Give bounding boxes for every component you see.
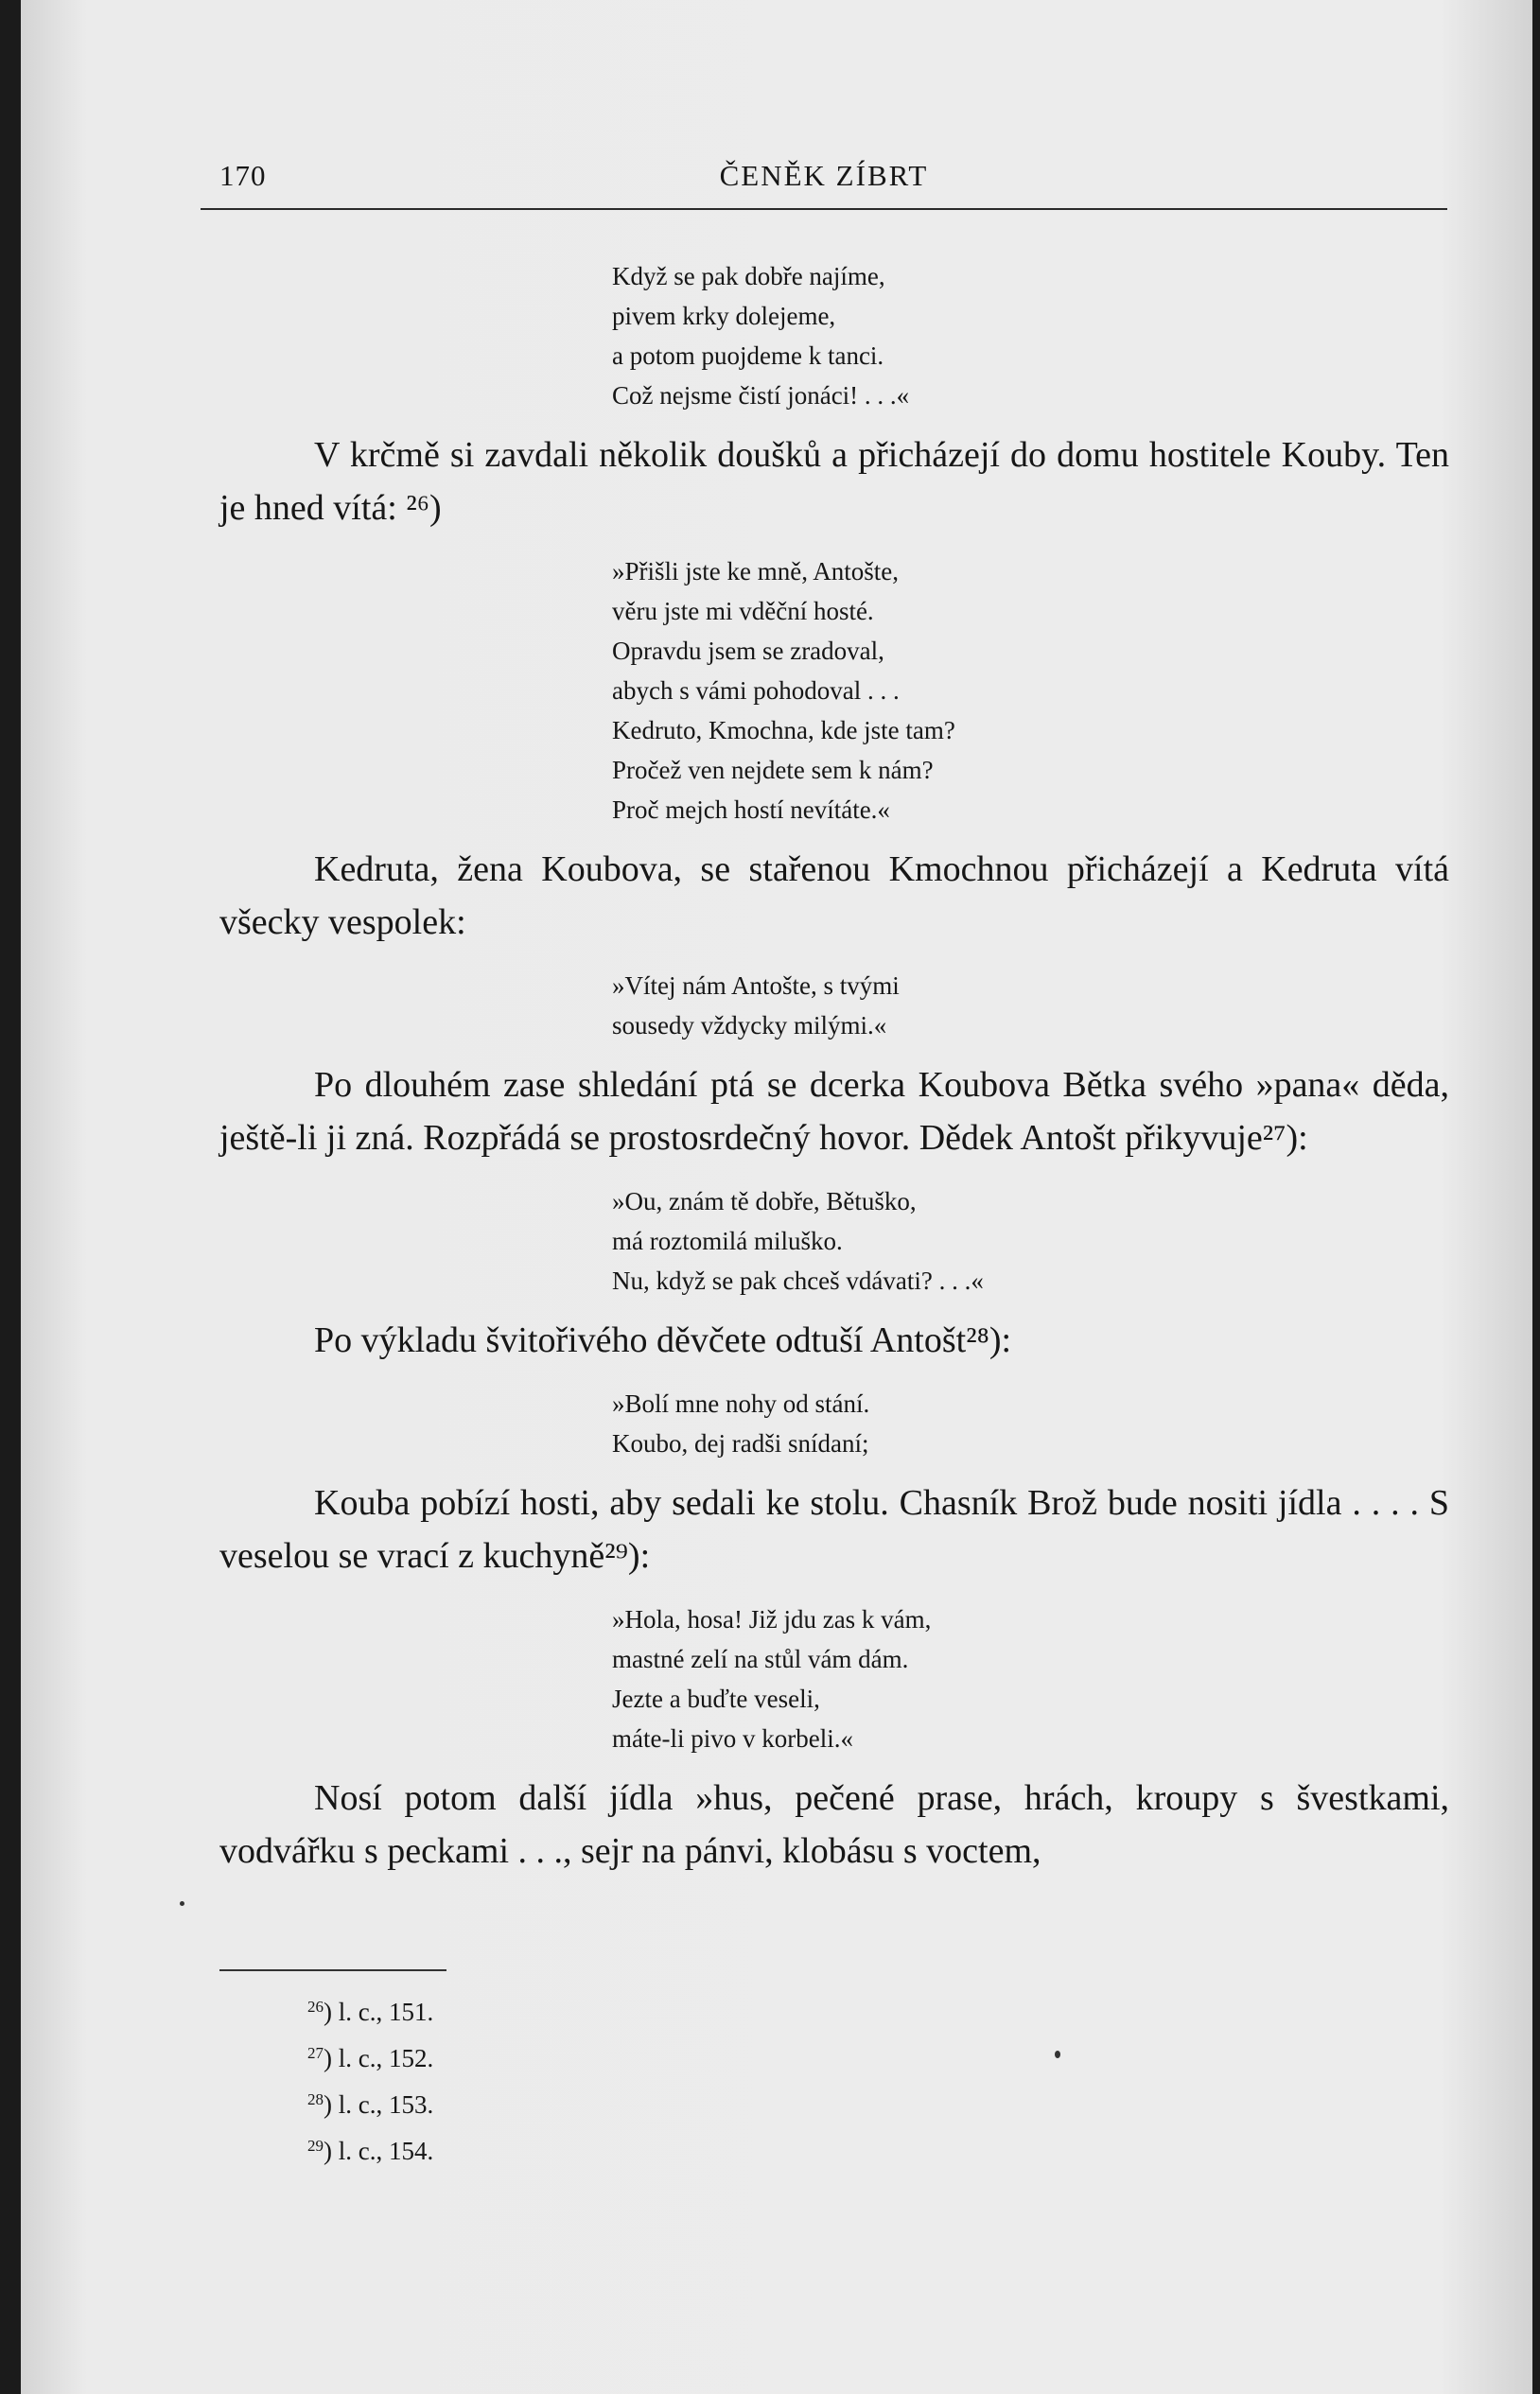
verse-line: a potom puojdeme k tanci.	[612, 341, 884, 370]
footnotes	[307, 1986, 433, 2172]
print-speck	[1055, 2051, 1060, 2058]
page-body	[219, 251, 1449, 1895]
verse-line: »Přišli jste ke mně, Antošte,	[612, 557, 899, 585]
header-rule	[201, 208, 1447, 210]
verse-line: Když se pak dobře najíme,	[612, 262, 885, 290]
print-speck	[180, 1901, 184, 1906]
footnote-number: 29	[307, 2137, 324, 2155]
verse-line: Pročež ven nejdete sem k nám?	[612, 756, 934, 784]
body-paragraph: Kedruta, žena Koubova, se stařenou Kmochnou přicházejí a Kedruta vítá všecky vespolek:	[219, 849, 1449, 942]
verse-line: Což nejsme čistí jonáci! . . .«	[612, 381, 910, 410]
verse-line: pivem krky dolejeme,	[612, 302, 836, 330]
verse-block	[612, 1384, 1449, 1463]
verse-line: má roztomilá miluško.	[612, 1227, 843, 1255]
running-head: ČENĚK ZÍBRT	[719, 159, 929, 192]
verse-line: Koubo, dej radši snídaní;	[612, 1429, 869, 1458]
verse-line: věru jste mi vděční hosté.	[612, 597, 874, 625]
verse-line: »Ou, znám tě dobře, Bětuško,	[612, 1187, 917, 1215]
footnote-text: ) l. c., 151.	[324, 1998, 434, 2026]
footnote-number: 28	[307, 2090, 324, 2108]
body-paragraph: Kouba pobízí hosti, aby sedali ke stolu. Chasník Brož bude nositi jídla . . . . S veselou se vrací z kuchyně²⁹):	[219, 1483, 1449, 1576]
page-number: 170	[219, 159, 267, 192]
verse-line: mastné zelí na stůl vám dám.	[612, 1645, 909, 1673]
footnote-number: 27	[307, 2044, 324, 2062]
page-header	[201, 159, 1447, 208]
verse-line: »Hola, hosa! Již jdu zas k vám,	[612, 1605, 932, 1634]
verse-block	[612, 1599, 1449, 1758]
body-paragraph: V krčmě si zavdali několik doušků a přicházejí do domu hostitele Kouby. Ten je hned vítá: ²⁶)	[219, 435, 1449, 528]
verse-line: Nu, když se pak chceš vdávati? . . .«	[612, 1267, 984, 1295]
verse-line: Kedruto, Kmochna, kde jste tam?	[612, 716, 955, 744]
footnote	[307, 1986, 433, 2033]
verse-line: »Vítej nám Antošte, s tvými	[612, 971, 900, 1000]
footnote	[307, 2033, 433, 2079]
verse-line: Proč mejch hostí nevítáte.«	[612, 795, 890, 824]
body-paragraph: Po výkladu švitořivého děvčete odtuší Antošt²⁸):	[314, 1320, 1012, 1360]
verse-line: sousedy vždycky milými.«	[612, 1011, 887, 1040]
footnote-text: ) l. c., 154.	[324, 2137, 434, 2165]
verse-line: Jezte a buďte veseli,	[612, 1685, 820, 1713]
verse-block	[612, 966, 1449, 1045]
verse-block	[612, 1181, 1449, 1301]
footnote	[307, 2079, 433, 2125]
footnote-text: ) l. c., 153.	[324, 2090, 434, 2119]
body-paragraph: Po dlouhém zase shledání ptá se dcerka Koubova Bětka svého »pana« děda, ještě-li ji zná. Rozpřádá se prostosrdečný hovor. Dědek Antošt přikyvuje²⁷):	[219, 1065, 1449, 1158]
footnote-text: ) l. c., 152.	[324, 2044, 434, 2072]
footnote-number: 26	[307, 1998, 324, 2016]
footnote	[307, 2125, 433, 2172]
verse-line: »Bolí mne nohy od stání.	[612, 1389, 870, 1418]
body-paragraph: Nosí potom další jídla »hus, pečené prase, hrách, kroupy s švestkami, vodvářku s peckami . . ., sejr na pánvi, klobásu s voctem,	[219, 1778, 1449, 1871]
verse-line: máte-li pivo v korbeli.«	[612, 1724, 853, 1753]
verse-block	[612, 256, 1449, 415]
verse-line: Opravdu jsem se zradoval,	[612, 637, 884, 665]
footnote-rule	[219, 1969, 446, 1971]
verse-block	[612, 551, 1449, 830]
verse-line: abych s vámi pohodoval . . .	[612, 676, 900, 705]
